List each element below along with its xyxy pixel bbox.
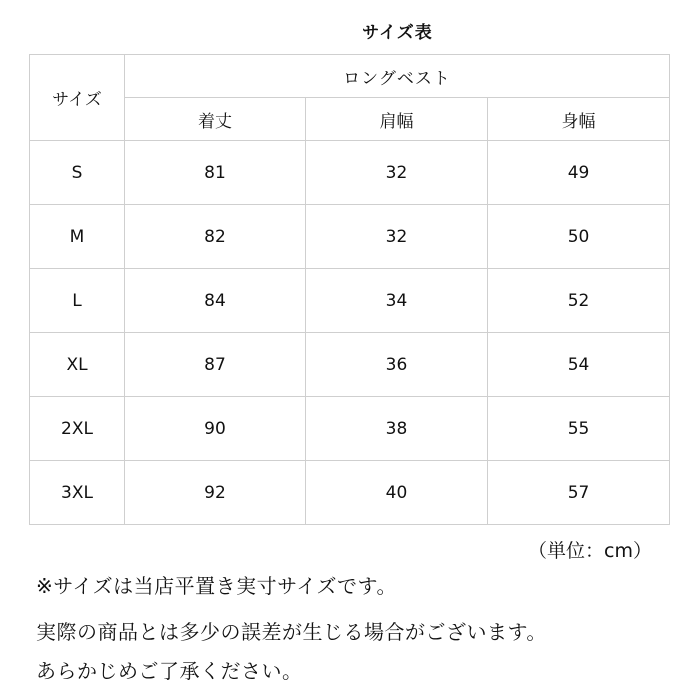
width-cell: 52 xyxy=(488,269,670,333)
table-header-row-columns xyxy=(30,98,670,141)
column-header-length: 着丈 xyxy=(125,98,306,141)
shoulder-cell: 40 xyxy=(306,461,488,525)
note-line: ※サイズは当店平置き実寸サイズです。 xyxy=(36,574,397,598)
size-cell: L xyxy=(30,269,125,333)
size-column-header: サイズ xyxy=(30,55,125,141)
table-row xyxy=(30,205,670,269)
length-cell: 90 xyxy=(125,397,306,461)
column-header-width: 身幅 xyxy=(488,98,670,141)
shoulder-cell: 34 xyxy=(306,269,488,333)
unit-label: （単位：cm） xyxy=(528,540,652,562)
width-cell: 50 xyxy=(488,205,670,269)
note-line: 実際の商品とは多少の誤差が生じる場合がございます。 xyxy=(36,620,547,644)
width-cell: 55 xyxy=(488,397,670,461)
table-row xyxy=(30,333,670,397)
table-header-row-group xyxy=(30,55,670,98)
shoulder-cell: 32 xyxy=(306,141,488,205)
size-cell: M xyxy=(30,205,125,269)
page-title: サイズ表 xyxy=(362,23,433,43)
length-cell: 92 xyxy=(125,461,306,525)
product-group-header: ロングベスト xyxy=(125,55,670,98)
size-cell: 3XL xyxy=(30,461,125,525)
table-row xyxy=(30,269,670,333)
shoulder-cell: 32 xyxy=(306,205,488,269)
shoulder-cell: 38 xyxy=(306,397,488,461)
note-line: あらかじめご了承ください。 xyxy=(36,659,303,683)
table-row xyxy=(30,461,670,525)
length-cell: 81 xyxy=(125,141,306,205)
width-cell: 49 xyxy=(488,141,670,205)
length-cell: 84 xyxy=(125,269,306,333)
size-cell: 2XL xyxy=(30,397,125,461)
table-row xyxy=(30,397,670,461)
size-cell: S xyxy=(30,141,125,205)
size-table xyxy=(29,54,670,525)
column-header-shoulder: 肩幅 xyxy=(306,98,488,141)
length-cell: 82 xyxy=(125,205,306,269)
width-cell: 54 xyxy=(488,333,670,397)
length-cell: 87 xyxy=(125,333,306,397)
size-cell: XL xyxy=(30,333,125,397)
width-cell: 57 xyxy=(488,461,670,525)
table-row xyxy=(30,141,670,205)
shoulder-cell: 36 xyxy=(306,333,488,397)
